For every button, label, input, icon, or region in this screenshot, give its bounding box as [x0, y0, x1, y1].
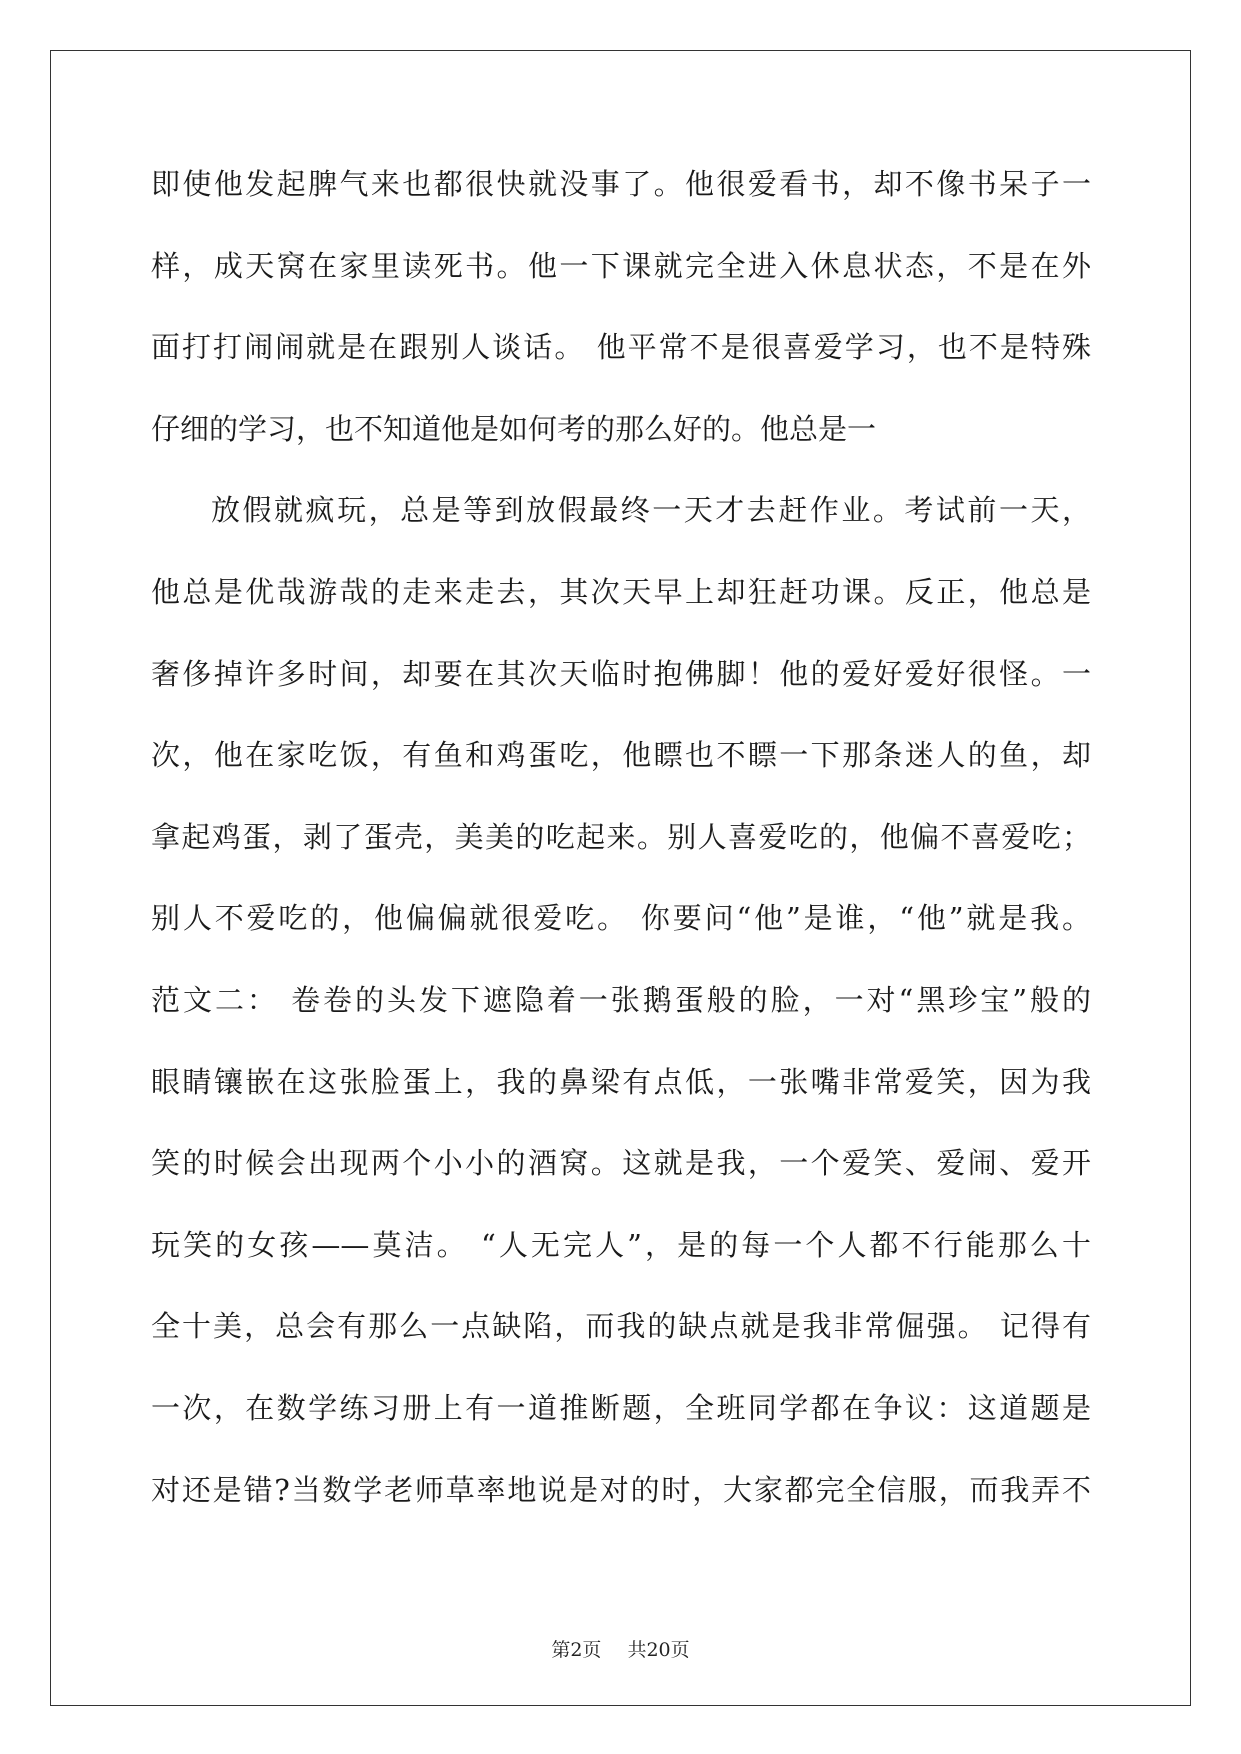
text-line: 仔细的学习，也不知道他是如何考的那么好的。他总是一 — [151, 411, 877, 446]
text-line: 别人不爱吃的，他偏偏就很爱吃。 你要问“他”是谁，“他”就是我。 — [151, 901, 1091, 936]
text-line: 笑的时候会出现两个小小的酒窝。这就是我，一个爱笑、爱闹、爱开 — [151, 1146, 1091, 1181]
text-line: 范文二： 卷卷的头发下遮隐着一张鹅蛋般的脸，一对“黑珍宝”般的 — [151, 982, 1091, 1017]
text-line: 次，他在家吃饭，有鱼和鸡蛋吃，他瞟也不瞟一下那条迷人的鱼，却 — [151, 738, 1091, 773]
text-line: 他总是优哉游哉的走来走去，其次天早上却狂赶功课。反正，他总是 — [151, 574, 1091, 609]
text-line: 即使他发起脾气来也都很快就没事了。他很爱看书，却不像书呆子一 — [151, 167, 1091, 201]
page-total: 共20页 — [627, 1639, 690, 1661]
text-line: 对还是错?当数学老师草率地说是对的时，大家都完全信服，而我弄不 — [151, 1472, 1091, 1507]
text-line: 奢侈掉许多时间，却要在其次天临时抱佛脚！他的爱好爱好很怪。一 — [151, 656, 1091, 691]
text-line: 放假就疯玩，总是等到放假最终一天才去赶作业。考试前一天， — [211, 493, 1091, 528]
text-line: 拿起鸡蛋，剥了蛋壳，美美的吃起来。别人喜爱吃的，他偏不喜爱吃； — [151, 819, 1091, 854]
page-footer — [0, 1635, 1241, 1662]
text-line: 眼睛镶嵌在这张脸蛋上，我的鼻梁有点低，一张嘴非常爱笑，因为我 — [151, 1064, 1091, 1099]
text-line: 全十美，总会有那么一点缺陷，而我的缺点就是我非常倔强。 记得有 — [151, 1309, 1091, 1344]
body-text — [151, 162, 1091, 1549]
text-line: 玩笑的女孩——莫洁。 “人无完人”，是的每一个人都不行能那么十 — [151, 1227, 1091, 1262]
text-line: 样，成天窝在家里读死书。他一下课就完全进入休息状态，不是在外 — [151, 248, 1091, 283]
page-number: 第2页 — [551, 1639, 602, 1661]
text-line: 面打打闹闹就是在跟别人谈话。 他平常不是很喜爱学习，也不是特殊 — [151, 330, 1091, 365]
text-line: 一次，在数学练习册上有一道推断题，全班同学都在争议：这道题是 — [151, 1390, 1091, 1425]
